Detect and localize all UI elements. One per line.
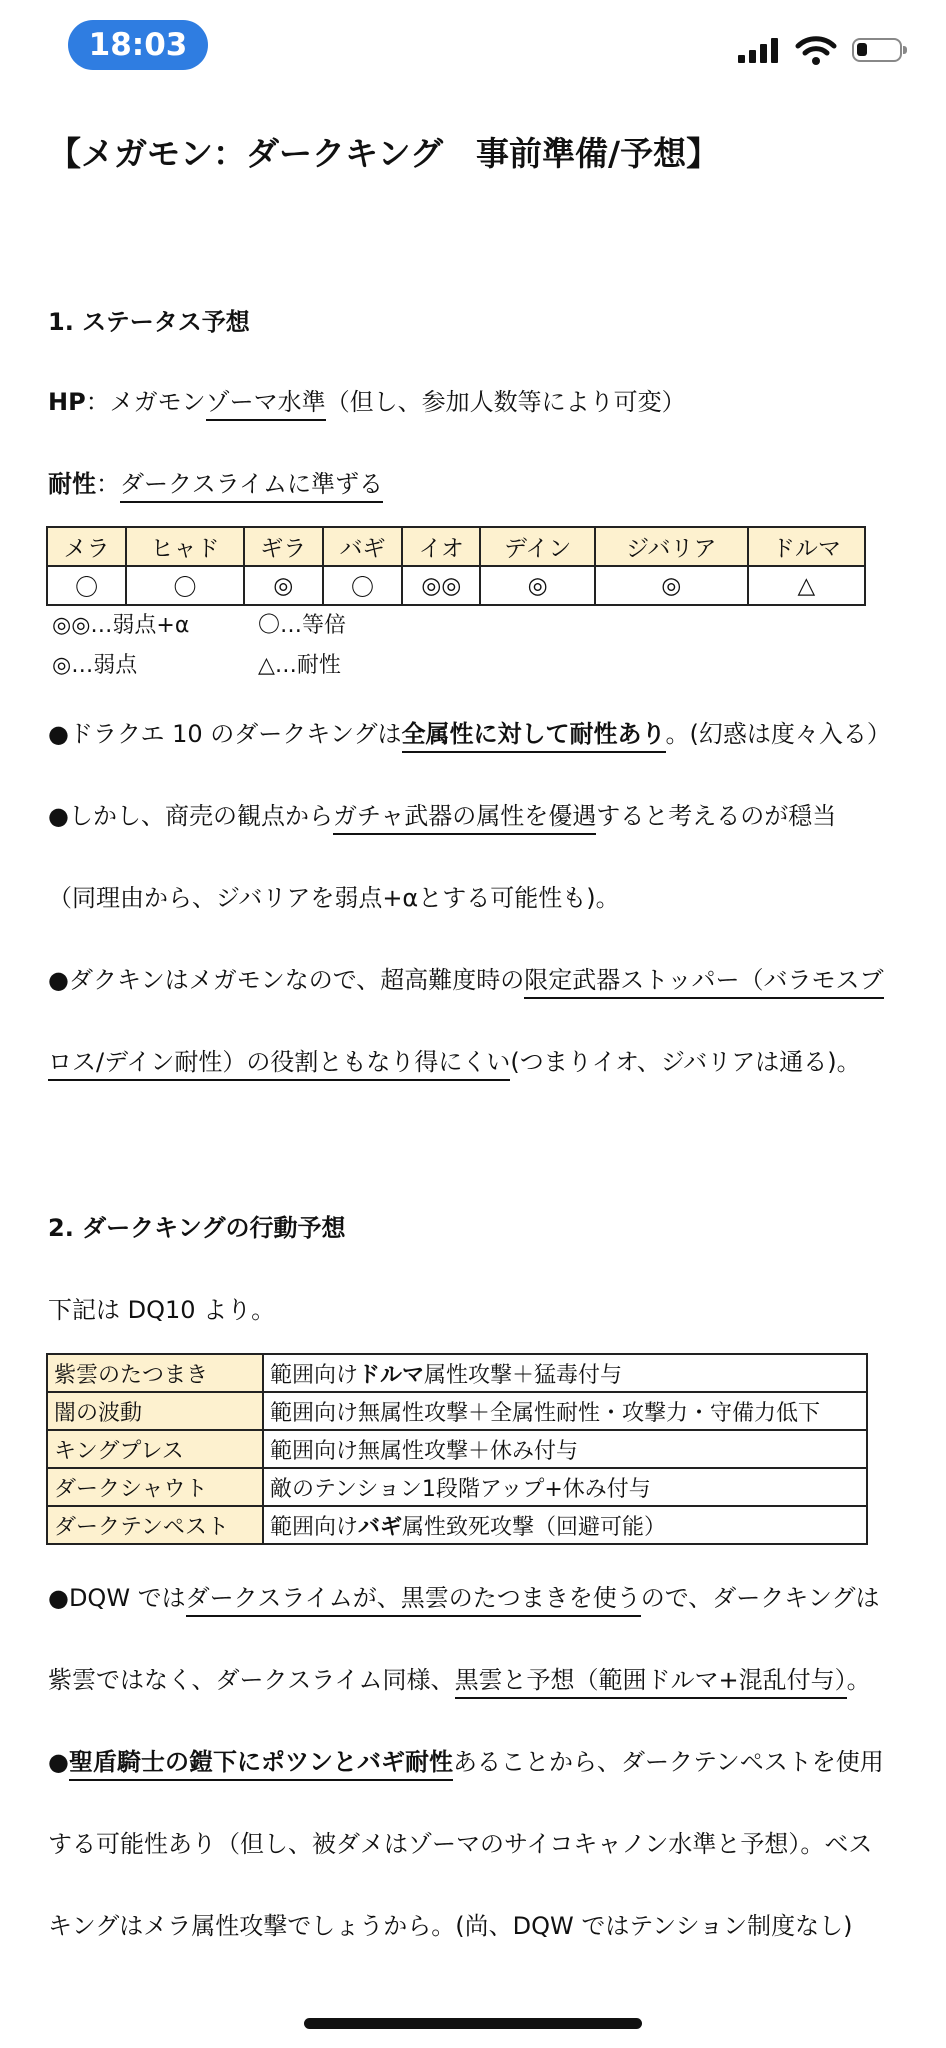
- section1-bullet3: [48, 960, 884, 995]
- action-name: キングプレス: [47, 1430, 263, 1468]
- bullet-text: ●: [48, 1748, 69, 1776]
- action-desc-text: 範囲向け: [270, 1514, 359, 1540]
- element-value: 〇: [126, 566, 243, 605]
- element-header: デイン: [480, 527, 595, 566]
- action-desc-text: 範囲向け無属性攻撃＋休み付与: [270, 1438, 579, 1464]
- bullet-emphasis: 聖盾騎士の鎧下にポツンとバギ耐性: [69, 1748, 453, 1781]
- table-row: [47, 1468, 867, 1506]
- bullet-text: 。: [846, 1666, 871, 1694]
- action-desc: [263, 1506, 867, 1544]
- legend-circle: 〇…等倍: [258, 613, 347, 638]
- bullet-underlined: ダークスライムが、黒雲のたつまきを使う: [186, 1584, 641, 1617]
- section1-bullet1: [48, 714, 891, 749]
- action-desc-bold: バギ: [358, 1514, 403, 1540]
- action-name: ダークシャウト: [47, 1468, 263, 1506]
- action-desc: [263, 1468, 867, 1506]
- resistance-sep: ：: [96, 470, 120, 498]
- bullet-underlined: 限定武器ストッパー（バラモスブ: [524, 966, 883, 999]
- hp-sep: ：メガモン: [85, 388, 206, 416]
- table-row: [47, 1354, 867, 1392]
- section2-bullet2: [48, 1742, 884, 1777]
- page-title: 【メガモン：ダークキング 事前準備/予想】: [48, 134, 720, 173]
- element-value: ◎: [244, 566, 323, 605]
- bullet-text: (つまりイオ、ジバリアは通る)。: [510, 1048, 861, 1076]
- element-value: ◎: [480, 566, 595, 605]
- bullet-text: すると考えるのが穏当: [596, 802, 837, 830]
- action-desc: [263, 1430, 867, 1468]
- hp-label: HP: [48, 388, 86, 416]
- home-indicator[interactable]: [304, 2018, 642, 2029]
- section2-bullet2-line2: する可能性あり（但し、被ダメはゾーマのサイコキャノン水準と予想）。ベス: [48, 1830, 873, 1858]
- bullet-text: 紫雲ではなく、ダークスライム同様、: [48, 1666, 455, 1694]
- bullet-text: 。(幻惑は度々入る）: [665, 720, 891, 748]
- section1-heading: 1. ステータス予想: [48, 308, 250, 336]
- resistance-label: 耐性: [48, 470, 96, 498]
- bullet-text: ので、ダークキングは: [640, 1584, 880, 1612]
- element-header: ジバリア: [595, 527, 748, 566]
- element-header: ギラ: [244, 527, 323, 566]
- legend-triangle: △…耐性: [258, 653, 341, 678]
- element-header: バギ: [323, 527, 402, 566]
- section2-bullet1: [48, 1578, 880, 1613]
- section2-heading: 2. ダークキングの行動予想: [48, 1214, 346, 1242]
- action-desc-text: 属性致死攻撃（回避可能）: [402, 1514, 667, 1540]
- action-desc-text: 敵のテンション1段階アップ+休み付与: [270, 1476, 651, 1502]
- element-header: メラ: [47, 527, 126, 566]
- element-header: ヒャド: [126, 527, 243, 566]
- action-desc-text: 属性攻撃＋猛毒付与: [424, 1362, 623, 1388]
- hp-rest: （但し、参加人数等により可変）: [325, 388, 686, 416]
- bullet-text: ●ドラクエ 10 のダークキングは: [48, 720, 402, 748]
- action-desc-text: 範囲向け無属性攻撃＋全属性耐性・攻撃力・守備力低下: [270, 1400, 821, 1426]
- bullet-text: あることから、ダークテンペストを使用: [452, 1748, 884, 1776]
- table-row: [47, 1392, 867, 1430]
- action-name: 闇の波動: [47, 1392, 263, 1430]
- bullet-text: ●ダクキンはメガモンなので、超高難度時の: [48, 966, 525, 994]
- element-value: △: [748, 566, 865, 605]
- hp-underlined: ゾーマ水準: [206, 388, 326, 421]
- action-desc-bold: ドルマ: [358, 1362, 425, 1388]
- bullet-underlined: 黒雲と予想（範囲ドルマ+混乱付与）: [455, 1666, 847, 1699]
- table-row: [47, 1506, 867, 1544]
- element-header: ドルマ: [748, 527, 865, 566]
- bullet-text: ●DQW では: [48, 1584, 186, 1612]
- element-value: 〇: [47, 566, 126, 605]
- section2-bullet1-line2: [48, 1660, 871, 1695]
- bullet-underlined: ガチャ武器の属性を優遇: [333, 802, 596, 835]
- element-value: ◎: [595, 566, 748, 605]
- section1-bullet2-line2: （同理由から、ジバリアを弱点+αとする可能性も)。: [48, 884, 620, 912]
- bullet-emphasis: 全属性に対して耐性あり: [402, 720, 666, 753]
- resistance-line: [48, 464, 383, 499]
- section1-bullet2: [48, 796, 836, 831]
- legend-double-double: ◎◎…弱点+α: [52, 613, 190, 638]
- action-desc: [263, 1392, 867, 1430]
- cellular-signal-icon: [738, 38, 782, 63]
- status-time: 18:03: [68, 20, 208, 70]
- hp-line: [48, 382, 686, 417]
- section2-bullet2-line3: キングはメラ属性攻撃でしょうから。(尚、DQW ではテンション制度なし): [48, 1912, 853, 1940]
- element-value: 〇: [323, 566, 402, 605]
- resistance-underlined: ダークスライムに準ずる: [120, 470, 383, 503]
- action-desc: [263, 1354, 867, 1392]
- bullet-underlined: ロス/デイン耐性）の役割ともなり得にくい: [48, 1048, 510, 1081]
- table-row: [47, 1430, 867, 1468]
- battery-icon: [852, 38, 902, 62]
- resistance-header-row: [47, 527, 865, 566]
- element-value: ◎◎: [402, 566, 480, 605]
- action-desc-text: 範囲向け: [270, 1362, 359, 1388]
- action-name: ダークテンペスト: [47, 1506, 263, 1544]
- resistance-value-row: [47, 566, 865, 605]
- bullet-text: ●しかし、商売の観点から: [48, 802, 333, 830]
- action-table: [46, 1353, 868, 1545]
- legend-double: ◎…弱点: [52, 653, 138, 678]
- action-name: 紫雲のたつまき: [47, 1354, 263, 1392]
- section1-bullet3-line2: [48, 1042, 861, 1077]
- element-header: イオ: [402, 527, 480, 566]
- wifi-icon: [794, 34, 838, 68]
- resistance-table: [46, 526, 866, 606]
- section2-intro: 下記は DQ10 より。: [48, 1296, 276, 1324]
